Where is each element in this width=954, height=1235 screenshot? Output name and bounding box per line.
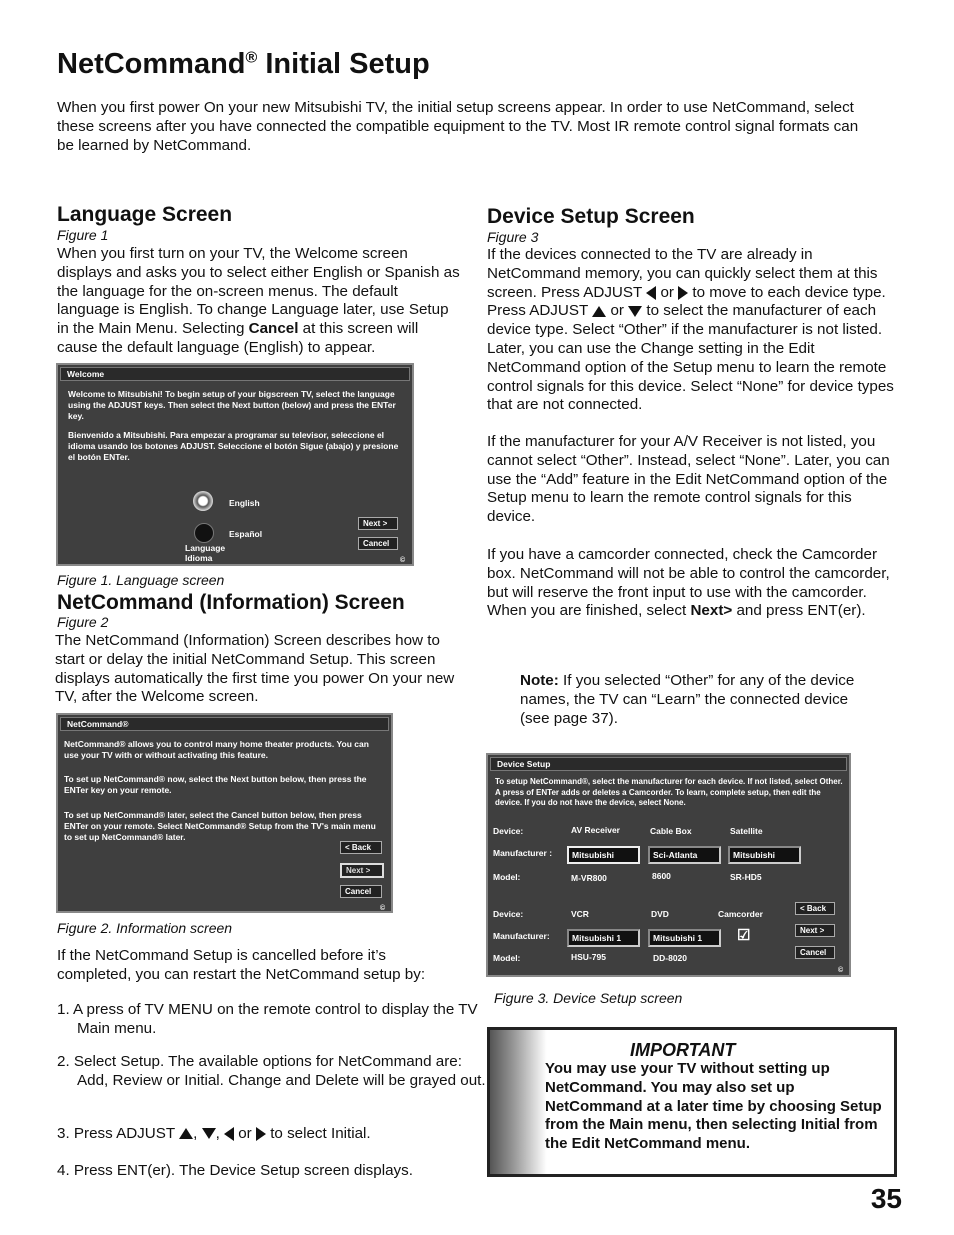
information-screen-image <box>56 713 393 913</box>
radio-spanish-icon[interactable] <box>194 523 214 543</box>
step-3: 3. Press ADJUST , , or to select Initial. <box>57 1125 371 1142</box>
important-box <box>487 1027 897 1177</box>
next-button[interactable]: Next > <box>358 517 398 530</box>
step-1: 1. A press of TV MENU on the remote control to display the TV Main menu. <box>57 1001 478 1037</box>
figure3-ref: Figure 3 <box>487 229 539 245</box>
manufacturer-label-1: Manufacturer : <box>493 848 553 858</box>
netcommand-heading: NetCommand (Information) Screen <box>57 591 405 614</box>
step-2: 2. Select Setup. The available options for NetCommand are: Add, Review or Initial. Change and Delete will be grayed out. <box>57 1053 486 1089</box>
device-label-1: Device: <box>493 826 524 836</box>
back-button[interactable]: < Back <box>795 902 835 915</box>
welcome-text-es: Bienvenido a Mitsubishi. Para empezar a programar su televisor, seleccione el idioma usando los botones ADJUST. Seleccione el botón Sigue (abajo) y presione el botón ENTer. <box>68 430 399 462</box>
up-arrow-icon <box>592 306 606 317</box>
manufacturer-cable-field[interactable]: Sci-Atlanta <box>648 846 721 864</box>
device-body-3: If you have a camcorder connected, check the Camcorder box. NetCommand will not be able to control the camcorder, but will reserve the front input to use with the camcorder. When you are finished, select Next> and press ENT(er). <box>487 546 890 620</box>
page-title: NetCommand® Initial Setup <box>57 48 430 80</box>
netcommand-body: The NetCommand (Information) Screen describes how to start or delay the initial NetCommand Setup. This screen displays automatically the first time you power On your new TV, after the Welcome screen. <box>55 632 455 706</box>
copyright-icon: © <box>380 905 386 912</box>
next-button[interactable]: Next > <box>795 924 835 937</box>
model-label-1: Model: <box>493 872 521 882</box>
welcome-screen-title: Welcome <box>60 367 410 381</box>
manufacturer-av-field[interactable]: Mitsubishi <box>567 846 640 864</box>
back-button[interactable]: < Back <box>340 841 382 854</box>
right-arrow-icon <box>678 286 688 300</box>
model-cable: 8600 <box>652 871 671 881</box>
language-label: Language <box>185 543 226 553</box>
figure1-caption: Figure 1. Language screen <box>57 572 225 588</box>
page-number: 35 <box>870 1183 902 1214</box>
option-spanish[interactable]: Español <box>229 529 263 539</box>
manufacturer-sat-field[interactable]: Mitsubishi <box>728 846 801 864</box>
radio-english-icon[interactable] <box>193 491 213 511</box>
device-dvd: DVD <box>651 909 669 919</box>
cancel-button[interactable]: Cancel <box>795 946 835 959</box>
copyright-icon: © <box>838 967 844 974</box>
cancel-button[interactable]: Cancel <box>340 885 382 898</box>
intro-paragraph: When you first power On your new Mitsubishi TV, the initial setup screens appear. In order to use NetCommand, select these screens after you have connected the compatible equipment to the TV. Most IR remote control signal formats can be learned by NetCommand. <box>57 99 859 154</box>
copyright-icon: © <box>400 557 406 564</box>
device-camcorder: Camcorder <box>718 909 763 919</box>
cancel-button[interactable]: Cancel <box>358 537 398 550</box>
device-cable-box: Cable Box <box>650 826 692 836</box>
device-screen-text: To setup NetCommand®, select the manufacturer for each device. If not listed, select Other. A press of ENTer adds or deletes a Camcorder. To learn, complete setup, then edit the device. If you do not have the device, select None. <box>495 777 843 807</box>
left-arrow-icon <box>224 1127 234 1141</box>
up-arrow-icon <box>179 1128 193 1139</box>
step-4: 4. Press ENT(er). The Device Setup screen displays. <box>57 1162 413 1179</box>
figure2-caption: Figure 2. Information screen <box>57 920 233 936</box>
welcome-screen-image <box>56 363 414 566</box>
manufacturer-vcr-field[interactable]: Mitsubishi 1 <box>567 929 640 947</box>
info-text-1: NetCommand® allows you to control many home theater products. You can use your TV with or without activating this feature. <box>64 739 369 760</box>
camcorder-checkbox-icon[interactable]: ☑ <box>737 927 751 944</box>
info-screen-title: NetCommand® <box>60 717 389 731</box>
figure3-caption: Figure 3. Device Setup screen <box>494 990 683 1006</box>
left-arrow-icon <box>646 286 656 300</box>
manufacturer-label-2: Manufacturer: <box>493 931 550 941</box>
device-label-2: Device: <box>493 909 524 919</box>
device-screen-title: Device Setup <box>490 757 847 771</box>
model-vcr: HSU-795 <box>571 952 606 962</box>
down-arrow-icon <box>202 1128 216 1139</box>
info-text-3: To set up NetCommand® later, select the Cancel button below, then press ENTer on your remote. Select NetCommand® Setup from the TV's main menu to set up NetCommand® later. <box>64 810 376 842</box>
device-heading: Device Setup Screen <box>487 205 695 228</box>
device-body-2: If the manufacturer for your A/V Receiver is not listed, you cannot select “Other”. Instead, select “None”. Later, you can use the “Add” feature in the Edit NetCommand option of the Setup menu to learn the remote control signals for this device. <box>487 433 890 526</box>
device-vcr: VCR <box>571 909 589 919</box>
model-av: M-VR800 <box>571 873 607 883</box>
device-setup-screen-image <box>486 753 851 977</box>
model-dvd: DD-8020 <box>653 953 688 963</box>
important-heading: IMPORTANT <box>630 1040 736 1060</box>
restart-intro: If the NetCommand Setup is cancelled before it’s completed, you can restart the NetCommand setup by: <box>57 947 426 983</box>
down-arrow-icon <box>628 306 642 317</box>
model-sat: SR-HD5 <box>730 872 762 882</box>
device-note: Note: If you selected “Other” for any of the device names, the TV can “Learn” the connected device (see page 37). <box>520 672 855 727</box>
idioma-label: Idioma <box>185 553 213 563</box>
important-body: You may use your TV without setting up NetCommand. You may also set up NetCommand at a later time by choosing Setup from the Main menu, then selecting Initial from the Edit NetCommand menu. <box>545 1060 882 1153</box>
language-body: When you first turn on your TV, the Welcome screen displays and asks you to select either English or Spanish as the language for the on-screen menus. The default language is English. To change Language later, use Setup in the Main Menu. Selecting Cancel at this screen will cause the default language (English) to appear. <box>57 245 460 356</box>
model-label-2: Model: <box>493 953 521 963</box>
device-satellite: Satellite <box>730 826 763 836</box>
figure1-ref: Figure 1 <box>57 227 109 243</box>
right-arrow-icon <box>256 1127 266 1141</box>
device-av-receiver: AV Receiver <box>571 825 620 835</box>
next-button[interactable]: Next > <box>340 863 384 878</box>
welcome-text-en: Welcome to Mitsubishi! To begin setup of your bigscreen TV, select the language using the ADJUST keys. Then select the Next button (below) and press the ENTer key. <box>68 389 396 421</box>
info-text-2: To set up NetCommand® now, select the Next button below, then press the ENTer key on your remote. <box>64 774 367 795</box>
language-heading: Language Screen <box>57 203 233 226</box>
figure2-ref: Figure 2 <box>57 614 109 630</box>
option-english[interactable]: English <box>229 498 260 508</box>
device-body-1: If the devices connected to the TV are already in NetCommand memory, you can quickly select them at this screen. Press ADJUST or to move to each device type. Press ADJUST or to select the manufacturer of each device type. Select “Other” if the manufacturer is not listed. Later, you can use the Change setting in the Edit NetCommand option of the Setup menu to learn the remote control signals for this device. Select “None” for device types that are not connected. <box>487 246 894 414</box>
manufacturer-dvd-field[interactable]: Mitsubishi 1 <box>648 929 721 947</box>
